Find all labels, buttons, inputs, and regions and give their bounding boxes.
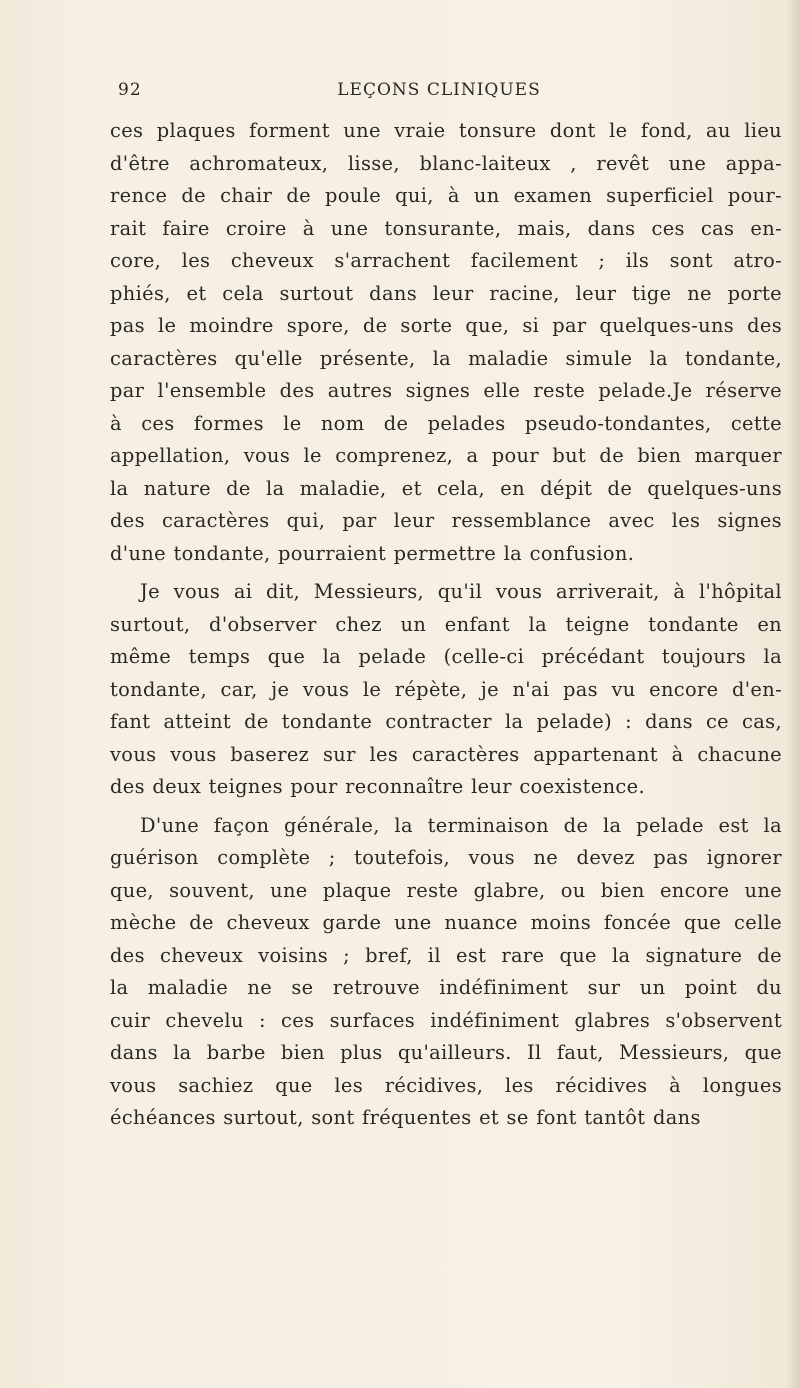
text-line: même temps que la pelade (celle-ci précédant toujours la	[110, 645, 782, 668]
paragraph	[110, 810, 782, 1135]
text-line: des cheveux voisins ; bref, il est rare que la signature de	[110, 943, 782, 967]
page-number: 92	[118, 80, 142, 100]
running-title: LEÇONS CLINIQUES	[337, 80, 541, 100]
text-line: Je vous ai dit, Messieurs, qu'il vous arriverait, à l'hôpital	[140, 580, 782, 603]
page-header	[118, 80, 780, 110]
text-line: cuir chevelu : ces surfaces indéfiniment glabres s'observent	[110, 1008, 782, 1032]
text-line: vous sachiez que les récidives, les récidives à longues	[110, 1073, 782, 1097]
text-line: mèche de cheveux garde une nuance moins foncée que celle	[110, 911, 782, 934]
text-line: que, souvent, une plaque reste glabre, ou bien encore une	[110, 878, 782, 902]
text-line: des deux teignes pour reconnaître leur coexistence.	[110, 775, 645, 798]
text-line: pas le moindre spore, de sorte que, si par quelques-uns des	[110, 314, 782, 337]
text-line: rence de chair de poule qui, à un examen superficiel pour-	[110, 184, 782, 207]
text-line: d'une tondante, pourraient permettre la confusion.	[110, 541, 635, 565]
text-line: la nature de la maladie, et cela, en dépit de quelques-uns	[110, 476, 782, 500]
page-edge-shadow	[786, 0, 800, 1388]
paragraph	[110, 115, 782, 570]
text-line: des caractères qui, par leur ressemblance avec les signes	[110, 509, 782, 532]
paragraph	[110, 576, 782, 804]
text-line: appellation, vous le comprenez, a pour but de bien marquer	[110, 444, 782, 467]
text-line: la maladie ne se retrouve indéfiniment sur un point du	[110, 976, 782, 999]
text-line: tondante, car, je vous le répète, je n'ai pas vu encore d'en-	[110, 677, 782, 701]
text-line: ces plaques forment une vraie tonsure dont le fond, au lieu	[110, 119, 782, 142]
text-line: fant atteint de tondante contracter la pelade) : dans ce cas,	[110, 710, 782, 733]
text-line: d'être achromateux, lisse, blanc-laiteux , revêt une appa-	[110, 151, 782, 175]
body-text	[110, 115, 782, 1135]
text-line: caractères qu'elle présente, la maladie simule la tondante,	[110, 346, 782, 370]
text-line: dans la barbe bien plus qu'ailleurs. Il faut, Messieurs, que	[110, 1041, 782, 1064]
text-line: rait faire croire à une tonsurante, mais, dans ces cas en-	[110, 216, 782, 240]
text-line: vous vous baserez sur les caractères appartenant à chacune	[110, 742, 782, 766]
text-line: par l'ensemble des autres signes elle reste pelade.Je réserve	[110, 379, 782, 402]
text-line: échéances surtout, sont fréquentes et se font tantôt dans	[110, 1106, 701, 1129]
text-line: guérison complète ; toutefois, vous ne devez pas ignorer	[110, 846, 782, 869]
text-line: phiés, et cela surtout dans leur racine, leur tige ne porte	[110, 281, 782, 305]
text-line: à ces formes le nom de pelades pseudo-tondantes, cette	[110, 411, 782, 435]
text-line: surtout, d'observer chez un enfant la teigne tondante en	[110, 612, 782, 636]
text-line: core, les cheveux s'arrachent facilement ; ils sont atro-	[110, 249, 782, 272]
text-line: D'une façon générale, la terminaison de la pelade est la	[140, 813, 782, 837]
